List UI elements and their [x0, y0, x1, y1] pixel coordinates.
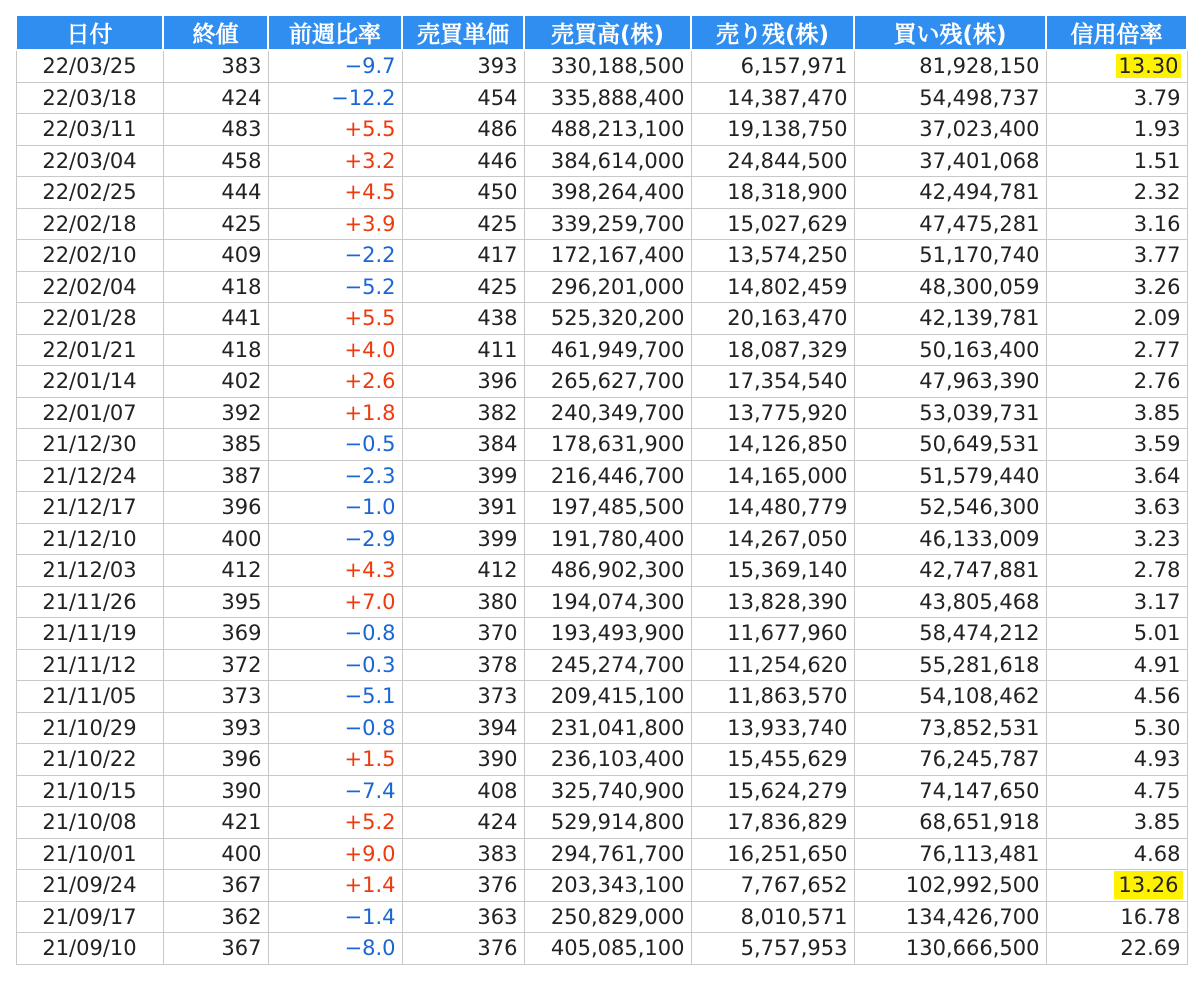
cell-volume: 330,188,500	[524, 50, 691, 82]
cell-sell-balance: 15,624,279	[691, 775, 854, 807]
cell-margin-ratio: 4.75	[1046, 775, 1187, 807]
cell-buy-balance: 54,498,737	[854, 82, 1046, 114]
cell-volume: 461,949,700	[524, 334, 691, 366]
cell-volume: 191,780,400	[524, 523, 691, 555]
cell-unit-price: 425	[402, 208, 524, 240]
cell-close: 367	[163, 870, 268, 902]
cell-weekly-change: −0.8	[268, 618, 402, 650]
cell-date: 21/09/17	[16, 901, 163, 933]
cell-buy-balance: 37,401,068	[854, 145, 1046, 177]
cell-volume: 339,259,700	[524, 208, 691, 240]
cell-buy-balance: 50,649,531	[854, 429, 1046, 461]
cell-margin-ratio: 4.56	[1046, 681, 1187, 713]
cell-weekly-change: +5.2	[268, 807, 402, 839]
cell-margin-ratio	[1046, 870, 1187, 902]
cell-date: 21/12/30	[16, 429, 163, 461]
cell-weekly-change: +1.8	[268, 397, 402, 429]
cell-weekly-change: −1.0	[268, 492, 402, 524]
table-row	[16, 681, 1187, 713]
cell-date: 22/02/04	[16, 271, 163, 303]
table-row	[16, 618, 1187, 650]
cell-margin-ratio: 3.26	[1046, 271, 1187, 303]
table-row	[16, 50, 1187, 82]
cell-close: 412	[163, 555, 268, 587]
highlighted-margin-ratio: 13.30	[1118, 54, 1179, 79]
cell-unit-price: 384	[402, 429, 524, 461]
cell-sell-balance: 14,126,850	[691, 429, 854, 461]
cell-weekly-change: −5.2	[268, 271, 402, 303]
cell-weekly-change: +3.9	[268, 208, 402, 240]
cell-volume: 265,627,700	[524, 366, 691, 398]
cell-close: 402	[163, 366, 268, 398]
cell-close: 421	[163, 807, 268, 839]
cell-volume: 384,614,000	[524, 145, 691, 177]
cell-unit-price: 373	[402, 681, 524, 713]
cell-date: 22/03/04	[16, 145, 163, 177]
cell-sell-balance: 5,757,953	[691, 933, 854, 965]
cell-unit-price: 446	[402, 145, 524, 177]
cell-sell-balance: 24,844,500	[691, 145, 854, 177]
cell-unit-price: 396	[402, 366, 524, 398]
highlighted-margin-ratio: 13.26	[1114, 871, 1182, 899]
cell-margin-ratio: 3.17	[1046, 586, 1187, 618]
header-volume: 売買高(株)	[524, 16, 691, 50]
cell-close: 392	[163, 397, 268, 429]
cell-weekly-change: +5.5	[268, 114, 402, 146]
cell-close: 369	[163, 618, 268, 650]
cell-unit-price: 424	[402, 807, 524, 839]
cell-margin-ratio: 3.16	[1046, 208, 1187, 240]
cell-sell-balance: 8,010,571	[691, 901, 854, 933]
cell-unit-price: 382	[402, 397, 524, 429]
cell-date: 22/01/14	[16, 366, 163, 398]
cell-date: 21/10/01	[16, 838, 163, 870]
table-row	[16, 397, 1187, 429]
cell-buy-balance: 51,170,740	[854, 240, 1046, 272]
cell-weekly-change: +3.2	[268, 145, 402, 177]
cell-sell-balance: 14,165,000	[691, 460, 854, 492]
cell-close: 444	[163, 177, 268, 209]
cell-weekly-change: +1.5	[268, 744, 402, 776]
cell-sell-balance: 18,318,900	[691, 177, 854, 209]
table-row	[16, 492, 1187, 524]
cell-volume: 488,213,100	[524, 114, 691, 146]
cell-weekly-change: −1.4	[268, 901, 402, 933]
cell-unit-price: 399	[402, 523, 524, 555]
cell-margin-ratio: 5.01	[1046, 618, 1187, 650]
cell-weekly-change: +9.0	[268, 838, 402, 870]
cell-volume: 197,485,500	[524, 492, 691, 524]
header-unit-price: 売買単価	[402, 16, 524, 50]
cell-close: 458	[163, 145, 268, 177]
cell-volume: 216,446,700	[524, 460, 691, 492]
cell-close: 393	[163, 712, 268, 744]
cell-sell-balance: 14,802,459	[691, 271, 854, 303]
cell-weekly-change: −7.4	[268, 775, 402, 807]
cell-margin-ratio: 3.85	[1046, 807, 1187, 839]
cell-date: 22/02/25	[16, 177, 163, 209]
cell-date: 21/12/03	[16, 555, 163, 587]
table-row	[16, 555, 1187, 587]
table-row	[16, 460, 1187, 492]
cell-volume: 296,201,000	[524, 271, 691, 303]
cell-date: 21/12/24	[16, 460, 163, 492]
table-row	[16, 114, 1187, 146]
cell-unit-price: 370	[402, 618, 524, 650]
cell-buy-balance: 58,474,212	[854, 618, 1046, 650]
cell-date: 22/03/25	[16, 50, 163, 82]
cell-weekly-change: +4.3	[268, 555, 402, 587]
table-row	[16, 303, 1187, 335]
cell-volume: 240,349,700	[524, 397, 691, 429]
cell-close: 390	[163, 775, 268, 807]
cell-sell-balance: 13,933,740	[691, 712, 854, 744]
cell-unit-price: 390	[402, 744, 524, 776]
cell-margin-ratio: 22.69	[1046, 933, 1187, 965]
cell-buy-balance: 76,245,787	[854, 744, 1046, 776]
cell-sell-balance: 15,027,629	[691, 208, 854, 240]
cell-margin-ratio: 2.32	[1046, 177, 1187, 209]
cell-close: 383	[163, 50, 268, 82]
cell-volume: 294,761,700	[524, 838, 691, 870]
cell-date: 22/01/07	[16, 397, 163, 429]
cell-volume: 231,041,800	[524, 712, 691, 744]
cell-unit-price: 412	[402, 555, 524, 587]
header-sell-balance: 売り残(株)	[691, 16, 854, 50]
cell-volume: 405,085,100	[524, 933, 691, 965]
cell-buy-balance: 37,023,400	[854, 114, 1046, 146]
cell-volume: 486,902,300	[524, 555, 691, 587]
cell-close: 425	[163, 208, 268, 240]
cell-close: 396	[163, 492, 268, 524]
cell-buy-balance: 42,139,781	[854, 303, 1046, 335]
cell-unit-price: 417	[402, 240, 524, 272]
cell-sell-balance: 6,157,971	[691, 50, 854, 82]
table-row	[16, 145, 1187, 177]
cell-unit-price: 363	[402, 901, 524, 933]
table-row	[16, 208, 1187, 240]
cell-date: 22/02/10	[16, 240, 163, 272]
cell-buy-balance: 74,147,650	[854, 775, 1046, 807]
cell-margin-ratio: 5.30	[1046, 712, 1187, 744]
cell-margin-ratio: 3.23	[1046, 523, 1187, 555]
cell-sell-balance: 15,455,629	[691, 744, 854, 776]
cell-weekly-change: −0.8	[268, 712, 402, 744]
cell-margin-ratio: 3.59	[1046, 429, 1187, 461]
cell-close: 396	[163, 744, 268, 776]
cell-sell-balance: 14,480,779	[691, 492, 854, 524]
cell-sell-balance: 14,267,050	[691, 523, 854, 555]
cell-unit-price: 411	[402, 334, 524, 366]
cell-close: 395	[163, 586, 268, 618]
cell-date: 22/01/21	[16, 334, 163, 366]
cell-unit-price: 391	[402, 492, 524, 524]
cropped-heading-strip	[0, 0, 1200, 14]
cell-date: 22/01/28	[16, 303, 163, 335]
cell-unit-price: 380	[402, 586, 524, 618]
table-row	[16, 933, 1187, 965]
cell-close: 441	[163, 303, 268, 335]
cell-buy-balance: 42,494,781	[854, 177, 1046, 209]
table-header-row	[16, 16, 1187, 50]
cell-unit-price: 438	[402, 303, 524, 335]
cell-close: 362	[163, 901, 268, 933]
cell-close: 424	[163, 82, 268, 114]
cell-buy-balance: 51,579,440	[854, 460, 1046, 492]
cell-sell-balance: 15,369,140	[691, 555, 854, 587]
cell-sell-balance: 17,836,829	[691, 807, 854, 839]
table-row	[16, 429, 1187, 461]
cell-weekly-change: +2.6	[268, 366, 402, 398]
cell-weekly-change: +7.0	[268, 586, 402, 618]
cell-sell-balance: 17,354,540	[691, 366, 854, 398]
cell-buy-balance: 102,992,500	[854, 870, 1046, 902]
cell-date: 21/11/26	[16, 586, 163, 618]
cell-unit-price: 393	[402, 50, 524, 82]
cell-unit-price: 454	[402, 82, 524, 114]
cell-close: 387	[163, 460, 268, 492]
cell-buy-balance: 81,928,150	[854, 50, 1046, 82]
cell-volume: 525,320,200	[524, 303, 691, 335]
cell-margin-ratio: 2.76	[1046, 366, 1187, 398]
cell-sell-balance: 13,574,250	[691, 240, 854, 272]
cell-margin-ratio: 2.77	[1046, 334, 1187, 366]
cell-weekly-change: −9.7	[268, 50, 402, 82]
header-weekly-change: 前週比率	[268, 16, 402, 50]
cell-volume: 398,264,400	[524, 177, 691, 209]
cell-margin-ratio: 1.93	[1046, 114, 1187, 146]
cell-volume: 325,740,900	[524, 775, 691, 807]
cell-weekly-change: −5.1	[268, 681, 402, 713]
cell-sell-balance: 19,138,750	[691, 114, 854, 146]
cell-weekly-change: −2.3	[268, 460, 402, 492]
cell-weekly-change: −12.2	[268, 82, 402, 114]
cell-volume: 172,167,400	[524, 240, 691, 272]
cell-close: 385	[163, 429, 268, 461]
header-buy-balance: 買い残(株)	[854, 16, 1046, 50]
cell-margin-ratio	[1046, 50, 1187, 82]
cell-close: 400	[163, 523, 268, 555]
table-row	[16, 523, 1187, 555]
cell-volume: 209,415,100	[524, 681, 691, 713]
cell-weekly-change: +5.5	[268, 303, 402, 335]
table-row	[16, 82, 1187, 114]
cell-buy-balance: 53,039,731	[854, 397, 1046, 429]
cell-date: 21/10/08	[16, 807, 163, 839]
cell-close: 409	[163, 240, 268, 272]
cell-volume: 203,343,100	[524, 870, 691, 902]
table-row	[16, 775, 1187, 807]
cell-date: 21/11/12	[16, 649, 163, 681]
cell-volume: 250,829,000	[524, 901, 691, 933]
cell-margin-ratio: 3.85	[1046, 397, 1187, 429]
cell-sell-balance: 16,251,650	[691, 838, 854, 870]
cell-date: 21/10/29	[16, 712, 163, 744]
cell-weekly-change: +4.0	[268, 334, 402, 366]
cell-buy-balance: 73,852,531	[854, 712, 1046, 744]
cell-unit-price: 486	[402, 114, 524, 146]
cell-weekly-change: −8.0	[268, 933, 402, 965]
cell-sell-balance: 11,677,960	[691, 618, 854, 650]
cell-volume: 529,914,800	[524, 807, 691, 839]
cell-sell-balance: 13,775,920	[691, 397, 854, 429]
cell-date: 21/10/22	[16, 744, 163, 776]
cell-close: 483	[163, 114, 268, 146]
cell-buy-balance: 47,475,281	[854, 208, 1046, 240]
cell-date: 21/11/19	[16, 618, 163, 650]
cell-volume: 335,888,400	[524, 82, 691, 114]
cell-date: 21/10/15	[16, 775, 163, 807]
cell-unit-price: 376	[402, 933, 524, 965]
table-row	[16, 712, 1187, 744]
cell-volume: 194,074,300	[524, 586, 691, 618]
cell-buy-balance: 68,651,918	[854, 807, 1046, 839]
table-row	[16, 901, 1187, 933]
cell-sell-balance: 11,863,570	[691, 681, 854, 713]
cell-volume: 245,274,700	[524, 649, 691, 681]
cell-close: 400	[163, 838, 268, 870]
cell-sell-balance: 18,087,329	[691, 334, 854, 366]
cell-margin-ratio: 3.79	[1046, 82, 1187, 114]
cell-unit-price: 450	[402, 177, 524, 209]
table-row	[16, 334, 1187, 366]
cell-margin-ratio: 3.63	[1046, 492, 1187, 524]
header-date: 日付	[16, 16, 163, 50]
cell-volume: 178,631,900	[524, 429, 691, 461]
cell-margin-ratio: 3.77	[1046, 240, 1187, 272]
table-body	[16, 50, 1187, 964]
cell-margin-ratio: 4.68	[1046, 838, 1187, 870]
cell-sell-balance: 11,254,620	[691, 649, 854, 681]
cell-margin-ratio: 2.78	[1046, 555, 1187, 587]
cell-close: 373	[163, 681, 268, 713]
cell-weekly-change: +1.4	[268, 870, 402, 902]
cropped-heading-text	[18, 0, 32, 14]
cell-sell-balance: 20,163,470	[691, 303, 854, 335]
cell-buy-balance: 46,133,009	[854, 523, 1046, 555]
cell-date: 21/11/05	[16, 681, 163, 713]
header-close: 終値	[163, 16, 268, 50]
cell-sell-balance: 14,387,470	[691, 82, 854, 114]
table-row	[16, 870, 1187, 902]
cell-buy-balance: 134,426,700	[854, 901, 1046, 933]
cell-sell-balance: 13,828,390	[691, 586, 854, 618]
cell-margin-ratio: 2.09	[1046, 303, 1187, 335]
cell-buy-balance: 52,546,300	[854, 492, 1046, 524]
cell-buy-balance: 43,805,468	[854, 586, 1046, 618]
cell-close: 372	[163, 649, 268, 681]
cell-unit-price: 408	[402, 775, 524, 807]
cell-sell-balance: 7,767,652	[691, 870, 854, 902]
cell-buy-balance: 54,108,462	[854, 681, 1046, 713]
cell-margin-ratio: 1.51	[1046, 145, 1187, 177]
cell-margin-ratio: 4.93	[1046, 744, 1187, 776]
table-row	[16, 366, 1187, 398]
cell-date: 21/12/17	[16, 492, 163, 524]
cell-weekly-change: +4.5	[268, 177, 402, 209]
cell-margin-ratio: 4.91	[1046, 649, 1187, 681]
cell-unit-price: 399	[402, 460, 524, 492]
cell-unit-price: 425	[402, 271, 524, 303]
table-row	[16, 586, 1187, 618]
cell-date: 22/03/11	[16, 114, 163, 146]
table-row	[16, 240, 1187, 272]
table-row	[16, 838, 1187, 870]
cell-date: 21/12/10	[16, 523, 163, 555]
table-row	[16, 649, 1187, 681]
table-row	[16, 807, 1187, 839]
cell-unit-price: 378	[402, 649, 524, 681]
cell-date: 22/02/18	[16, 208, 163, 240]
cell-buy-balance: 50,163,400	[854, 334, 1046, 366]
cell-close: 367	[163, 933, 268, 965]
header-margin-ratio: 信用倍率	[1046, 16, 1187, 50]
cell-close: 418	[163, 271, 268, 303]
cell-buy-balance: 55,281,618	[854, 649, 1046, 681]
cell-volume: 193,493,900	[524, 618, 691, 650]
cell-weekly-change: −2.2	[268, 240, 402, 272]
cell-margin-ratio: 16.78	[1046, 901, 1187, 933]
cell-date: 21/09/24	[16, 870, 163, 902]
cell-volume: 236,103,400	[524, 744, 691, 776]
cell-unit-price: 383	[402, 838, 524, 870]
cell-buy-balance: 76,113,481	[854, 838, 1046, 870]
cell-date: 22/03/18	[16, 82, 163, 114]
table-row	[16, 271, 1187, 303]
table-row	[16, 177, 1187, 209]
cell-margin-ratio: 3.64	[1046, 460, 1187, 492]
cell-buy-balance: 48,300,059	[854, 271, 1046, 303]
cell-close: 418	[163, 334, 268, 366]
cell-buy-balance: 130,666,500	[854, 933, 1046, 965]
cell-buy-balance: 42,747,881	[854, 555, 1046, 587]
cell-date: 21/09/10	[16, 933, 163, 965]
margin-trading-table	[15, 16, 1188, 965]
table-row	[16, 744, 1187, 776]
cell-weekly-change: −0.3	[268, 649, 402, 681]
cell-weekly-change: −0.5	[268, 429, 402, 461]
cell-buy-balance: 47,963,390	[854, 366, 1046, 398]
cell-weekly-change: −2.9	[268, 523, 402, 555]
cell-unit-price: 394	[402, 712, 524, 744]
cell-unit-price: 376	[402, 870, 524, 902]
